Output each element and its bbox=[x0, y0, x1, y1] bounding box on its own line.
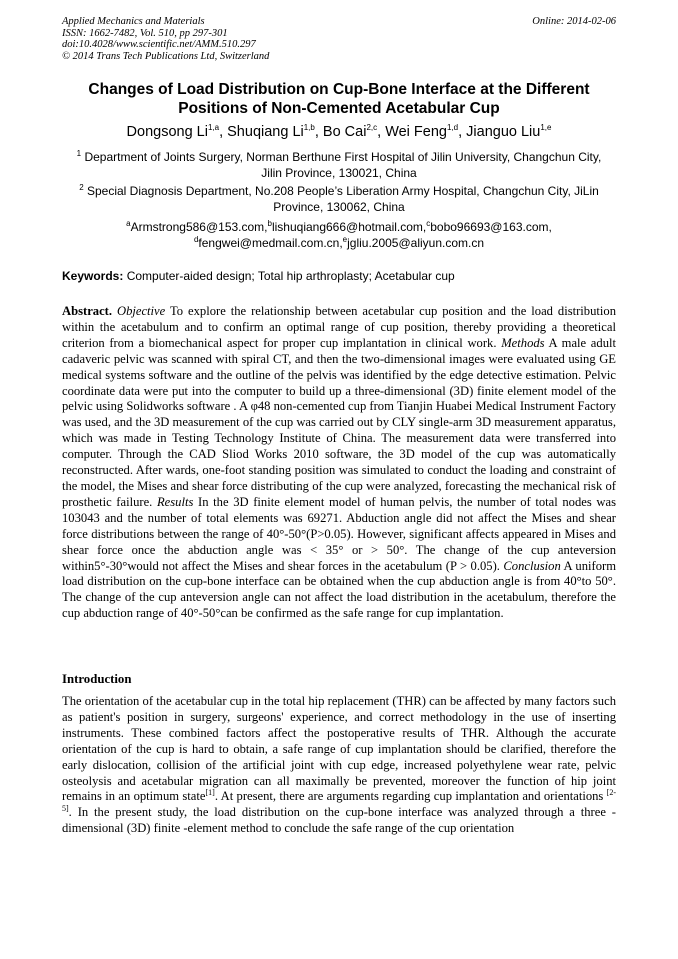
author-separator: , bbox=[314, 124, 323, 140]
author-name: Jianguo Liu bbox=[466, 124, 541, 140]
author-emails bbox=[62, 219, 616, 251]
affiliation-text: Jilin Province, 130021, China bbox=[261, 166, 417, 180]
title-line-1: Changes of Load Distribution on Cup-Bone Interface at the Different bbox=[88, 81, 590, 98]
conclusion-label: Conclusion bbox=[503, 558, 561, 573]
email-link[interactable]: bobo96693@163.com, bbox=[430, 220, 552, 234]
affiliation-text: Department of Joints Surgery, Norman Berthune First Hospital of Jilin University, Changchun City, bbox=[81, 150, 602, 164]
introduction-heading: Introduction bbox=[62, 672, 132, 686]
citation-ref[interactable]: [2-5] bbox=[62, 788, 616, 814]
copyright-line: © 2014 Trans Tech Publications Ltd, Switzerland bbox=[62, 50, 270, 62]
abstract bbox=[62, 304, 616, 622]
author-affil-sup: 1,b bbox=[303, 123, 315, 133]
author-affil-sup: 1,e bbox=[540, 123, 552, 133]
email-link[interactable]: Armstrong586@153.com, bbox=[130, 220, 268, 234]
email-sup: d bbox=[193, 235, 199, 244]
author-name: Shuqiang Li bbox=[227, 124, 304, 140]
title-line-2: Positions of Non-Cemented Acetabular Cup bbox=[178, 100, 500, 117]
author-name: Dongsong Li bbox=[126, 124, 208, 140]
email-link[interactable]: jgliu.2005@aliyun.com.cn bbox=[347, 236, 485, 250]
keywords-text: Computer-aided design; Total hip arthroplasty; Acetabular cup bbox=[123, 269, 455, 283]
citation-ref[interactable]: [1] bbox=[205, 788, 215, 798]
results-text: In the 3D finite element model of human pelvis, the number of total nodes was 103043 and the number of total elements was 69271. Abduction angle did not affect the Mises and shear force distributions between the range of 40°-50°(P>0.05). However, significant affects appeared in Mises and shear force once the abduction angle was < 35° or > 50°. The change of the cup anteversion within5°-30°would not affect the Mises and shear forces in the acetabulum (P > 0.05). bbox=[62, 494, 616, 573]
email-link[interactable]: fengwei@medmail.com.cn, bbox=[198, 236, 343, 250]
abstract-label: Abstract. bbox=[62, 304, 113, 318]
keywords bbox=[62, 268, 616, 284]
author-list bbox=[62, 122, 616, 142]
keywords-label: Keywords: bbox=[62, 269, 124, 283]
intro-text: The orientation of the acetabular cup in the total hip replacement (THR) can be affected by many factors such as patient's position in surgery, surgeons' experience, and correct methodology in the use of inserting instruments. These combined factors affect the postoperative results of THR. Although the accurate orientation of the cup is hard to obtain, a safe range of cup implantation should be clarified, therefore the early dislocation, collision of the artificial joint with cup edge, increased polyethylene wear rate, pelvic osteolysis and acetabular migration can all maximally be prevented, moreover the function of hip joint remains in an optimum state bbox=[62, 694, 616, 804]
intro-text: . At present, there are arguments regarding cup implantation and orientations bbox=[214, 789, 607, 804]
email-sup: c bbox=[426, 219, 431, 228]
author-affil-sup: 1,d bbox=[446, 123, 459, 133]
results-label: Results bbox=[156, 494, 194, 509]
email-sup: b bbox=[267, 219, 272, 228]
email-sup: e bbox=[342, 235, 348, 244]
author-separator: , bbox=[219, 124, 228, 140]
email-link[interactable]: lishuqiang666@hotmail.com, bbox=[271, 220, 427, 234]
doi-line: doi:10.4028/www.scientific.net/AMM.510.297 bbox=[62, 39, 256, 50]
author-separator: , bbox=[458, 124, 467, 140]
author-affil-sup: 1,a bbox=[207, 123, 220, 133]
conclusion-text: A uniform load distribution on the cup-bone interface can be obtained when the cup abduction angle is from 40°to 50°. The change of the cup anteversion angle can not affect the load distribution in the acetabulum, therefore the cup abduction range of 40°-50°can be confirmed as the safe range for cup implantation. bbox=[62, 558, 617, 621]
paper-title bbox=[62, 80, 616, 118]
journal-name: Applied Mechanics and Materials bbox=[62, 16, 205, 27]
affiliation-1 bbox=[62, 149, 616, 181]
author-name: Wei Feng bbox=[385, 124, 447, 140]
online-date: Online: 2014-02-06 bbox=[532, 16, 616, 27]
intro-text: . In the present study, the load distribution on the cup-bone interface was analyzed through a three -dimensional (3D) finite -element method to conclude the safe range of the cup orientation bbox=[62, 805, 616, 836]
email-sup: a bbox=[126, 219, 131, 228]
affiliation-text: Special Diagnosis Department, No.208 People’s Liberation Army Hospital, Changchun City, JiLin bbox=[83, 184, 599, 198]
objective-label: Objective bbox=[116, 304, 166, 318]
author-name: Bo Cai bbox=[322, 124, 367, 140]
affiliation-sup: 1 bbox=[76, 149, 82, 158]
journal-header bbox=[62, 16, 269, 62]
issn-line: ISSN: 1662-7482, Vol. 510, pp 297-301 bbox=[62, 27, 228, 39]
author-separator: , bbox=[377, 124, 386, 140]
affiliation-text: Province, 130062, China bbox=[273, 200, 405, 214]
introduction-body bbox=[62, 694, 616, 837]
author-affil-sup: 2,c bbox=[366, 123, 378, 133]
methods-label: Methods bbox=[501, 335, 545, 350]
affiliation-sup: 2 bbox=[79, 183, 84, 192]
objective-text: To explore the relationship between acetabular cup position and the load distribution within the acetabulum and to confirm an optimal range of cup position, thereby providing a theoretical criterion from a biomechanical aspect for proper cup implantation in clinical work. bbox=[62, 304, 616, 350]
affiliation-2 bbox=[62, 183, 616, 215]
methods-text: A male adult cadaveric pelvic was scanned with spiral CT, and then the two-dimensional images were evaluated using GE medical systems software and the outline of the pelvis was identified by the edge detective estimation. Pelvic coordinate data were put into the computer to build up a three-dimensional (3D) finite element model of the pelvic using Solidworks software . A φ48 non-cemented cup from Tianjin Huabei Medical Instrument Factory was used, and the 3D measurement of the cup was carried out by CLY single-arm 3D measurement apparatus, which was made in Testing Technology Institute of China. The measurement data were transferred into computer. Through the CAD Sliod Works 2010 software, the 3D model of the cup was automatically reconstructed. After wards, one-foot standing position was simulated to conduct the loading and constraint of the model, the Mises and shear force distributing of the cup were analyzed, forecasting the mechanical risk of prosthetic failure. bbox=[62, 335, 616, 509]
